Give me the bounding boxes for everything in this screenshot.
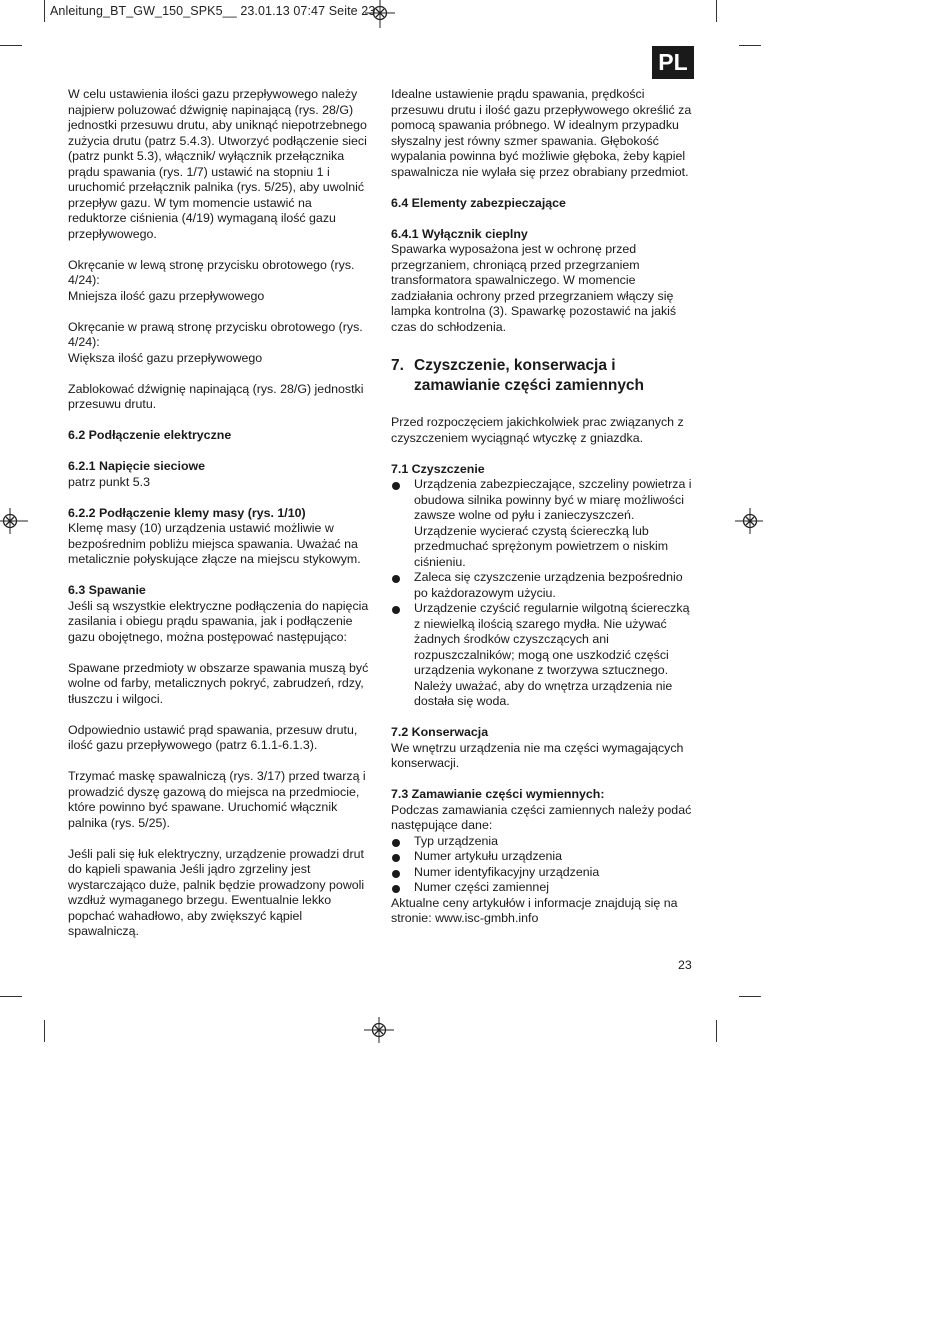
registration-mark-icon: [365, 0, 395, 30]
list-item: Urządzenie czyścić regularnie wilgotną ściereczką z niewielką ilością szarego mydła. Nie używać żadnych środków czyszczących ani rozpuszczalników; mogą one uszkodzić części urządzenia wykonane z tworzywa sztucznego. Należy uważać, aby do wnętrza urządzenia nie dostała się woda.: [391, 601, 695, 710]
paragraph: Jeśli pali się łuk elektryczny, urządzenie prowadzi drut do kąpieli spawania Jeśli jądro zgrzeliny jest wystarczająco duże, palnik będzie prowadzony powoli wzdłuż wymaganego brzegu. Ewentualnie lekko popchać wahadłowo, aby zwiększyć kąpiel spawalniczą.: [68, 846, 365, 938]
paragraph: Spawane przedmioty w obszarze spawania muszą być wolne od farby, metalicznych pokryć, zabrudzeń, rdzy, tłuszczu i wilgoci.: [68, 660, 369, 706]
paragraph: Klemę masy (10) urządzenia ustawić możliwie w bezpośrednim pobliżu miejsca spawania. Uważać na metalicznie połyskujące złącze na miejscu stykowym.: [68, 521, 361, 566]
paragraph: Okręcanie w prawą stronę przycisku obrotowego (rys. 4/24):: [68, 319, 363, 349]
language-tab: PL: [652, 46, 694, 79]
chapter-number: 7.: [391, 357, 404, 374]
section-heading: 7.3 Zamawianie części wymiennych:: [391, 787, 605, 801]
registration-mark-icon: [733, 506, 763, 536]
section-heading: 6.2 Podłączenie elektryczne: [68, 428, 232, 442]
paragraph: Przed rozpoczęciem jakichkolwiek prac związanych z czyszczeniem wyciągnąć wtyczkę z gniazdka.: [391, 415, 684, 445]
bullet-list: [391, 477, 695, 710]
list-item: Numer części zamiennej: [391, 880, 695, 896]
section-heading: 6.4.1 Wyłącznik cieplny: [391, 226, 528, 241]
crop-mark: [44, 0, 45, 22]
crop-mark: [716, 1020, 717, 1042]
section-heading: 7.2 Konserwacja: [391, 725, 489, 739]
crop-mark: [0, 45, 22, 46]
paragraph: Zablokować dźwignię napinającą (rys. 28/G) jednostki przesuwu drutu.: [68, 381, 364, 411]
right-column: [391, 87, 695, 927]
chapter-title: Czyszczenie, konserwacja i zamawianie części zamiennych: [414, 357, 645, 394]
section-heading: 6.2.2 Podłączenie klemy masy (rys. 1/10): [68, 505, 306, 520]
section-heading: 6.3 Spawanie: [68, 583, 146, 597]
section-heading: 7.1 Czyszczenie: [391, 461, 485, 476]
paragraph: Aktualne ceny artykułów i informacje znajdują się na stronie: www.isc-gmbh.info: [391, 895, 678, 925]
paragraph: W celu ustawienia ilości gazu przepływowego należy najpierw poluzować dźwignię napinającą (rys. 28/G) jednostki przesuwu drutu, aby uniknąć niepotrzebnego zużycia drutu (patrz 5.4.3). Utworzyć podłączenie sieci (patrz punkt 5.3), włącznik/ wyłącznik przełącznika prądu spawania (rys. 1/7) ustawić na stopniu 1 i uruchomić przełącznik palnika (rys. 5/25), aby uwolnić przepływ gazu. W tym momencie ustawić na reduktorze ciśnienia (4/19) wymaganą ilość gazu przepływowego.: [68, 87, 367, 241]
registration-mark-icon: [364, 1015, 394, 1045]
paragraph: Jeśli są wszystkie elektryczne podłączenia do napięcia zasilania i obiegu prądu spawania, jak i podłączenie gazu obojętnego, można postępować następująco:: [68, 598, 369, 644]
paragraph: Większa ilość gazu przepływowego: [68, 350, 263, 365]
page-number: 23: [678, 958, 692, 972]
bullet-list: [391, 834, 695, 896]
list-item: Urządzenia zabezpieczające, szczeliny powietrza i obudowa silnika powinny być w miarę możliwości zawsze wolne od pyłu i zanieczyszczeń. Urządzenie wycierać czystą ściereczką lub przedmuchać sprężonym powietrzem o niskim ciśnieniu.: [391, 477, 695, 570]
crop-mark: [0, 996, 22, 997]
paragraph: Trzymać maskę spawalniczą (rys. 3/17) przed twarzą i prowadzić dyszę gazową do miejsca na przedmiocie, które powinno być spawane. Uruchomić włącznik palnika (rys. 5/25).: [68, 769, 366, 830]
crop-mark: [44, 1020, 45, 1042]
list-item: Typ urządzenia: [391, 834, 695, 850]
crop-mark: [739, 996, 761, 997]
paragraph: Spawarka wyposażona jest w ochronę przed przegrzaniem, chroniącą przed przegrzaniem transformatora spawalniczego. W momencie zadziałania ochrony przed przegrzaniem włączy się lampka kontrolna (3). Spawarkę pozostawić na jakiś czas do schłodzenia.: [391, 242, 677, 334]
crop-mark: [739, 45, 761, 46]
paragraph: Idealne ustawienie prądu spawania, prędkości przesuwu drutu i ilość gazu przepływowego określić za pomocą spawania próbnego. W idealnym przypadku słyszalny jest równy szmer spawania. Głębokość wypalania powinna być możliwie głęboka, żeby kąpiel spawalnicza nie wylała się przez obrabiany przedmiot.: [391, 87, 692, 179]
section-heading: 6.2.1 Napięcie sieciowe: [68, 459, 206, 473]
registration-mark-icon: [0, 506, 30, 536]
list-item: Numer artykułu urządzenia: [391, 849, 695, 865]
crop-mark: [716, 0, 717, 22]
paragraph: Odpowiednio ustawić prąd spawania, przesuw drutu, ilość gazu przepływowego (patrz 6.1.1-6.1.3).: [68, 722, 358, 752]
list-item: Zaleca się czyszczenie urządzenia bezpośrednio po każdorazowym użyciu.: [391, 570, 695, 601]
paragraph: patrz punkt 5.3: [68, 474, 150, 489]
paragraph: We wnętrzu urządzenia nie ma części wymagających konserwacji.: [391, 740, 684, 770]
paragraph: Okręcanie w lewą stronę przycisku obrotowego (rys. 4/24):: [68, 257, 355, 287]
list-item: Numer identyfikacyjny urządzenia: [391, 865, 695, 881]
print-header: Anleitung_BT_GW_150_SPK5__ 23.01.13 07:47 Seite 23: [50, 4, 376, 18]
section-heading: 6.4 Elementy zabezpieczające: [391, 195, 566, 210]
paragraph: Mniejsza ilość gazu przepływowego: [68, 288, 265, 303]
paragraph: Podczas zamawiania części zamiennych należy podać następujące dane:: [391, 802, 692, 832]
chapter-heading: [391, 356, 695, 395]
left-column: [68, 87, 370, 955]
